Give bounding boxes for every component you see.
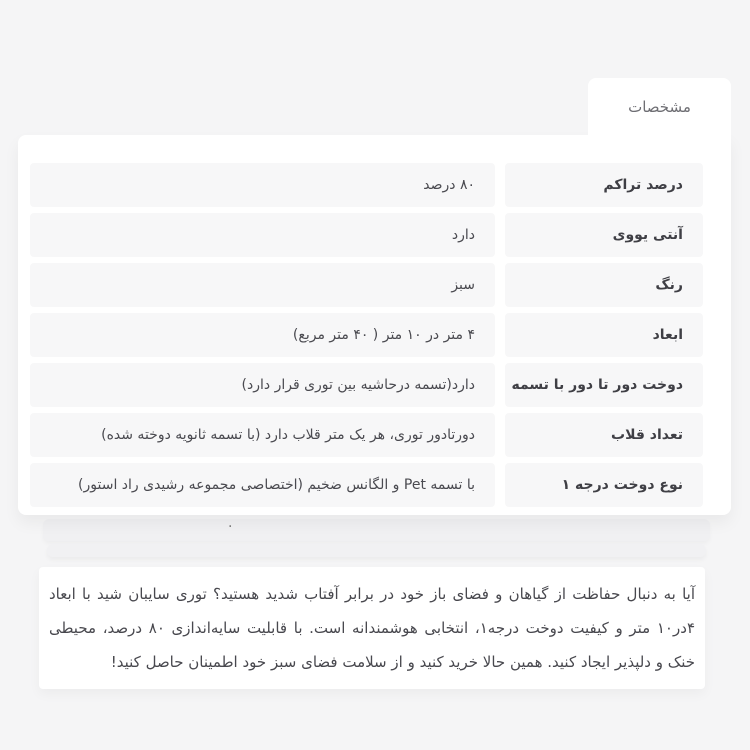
spec-row — [30, 463, 703, 507]
spec-value: دارد — [30, 213, 495, 257]
stacked-section-shadow-top — [43, 519, 710, 541]
tab-specifications-label: مشخصات — [628, 97, 691, 116]
spec-value: سبز — [30, 263, 495, 307]
spec-value: ۸۰ درصد — [30, 163, 495, 207]
spec-row — [30, 213, 703, 257]
tab-specifications[interactable] — [588, 78, 731, 135]
spec-row — [30, 413, 703, 457]
spec-value: ۴ متر در ۱۰ متر ( ۴۰ متر مربع) — [30, 313, 495, 357]
specifications-panel — [18, 135, 731, 515]
spec-value: با تسمه Pet و الگانس ضخیم (اختصاصی مجموعه رشیدی راد استور) — [30, 463, 495, 507]
collapsed-section-dot: . — [228, 515, 233, 531]
spec-value: دارد(تسمه درحاشیه بین توری قرار دارد) — [30, 363, 495, 407]
spec-value: دورتادور توری، هر یک متر قلاب دارد (با تسمه ثانویه دوخته شده) — [30, 413, 495, 457]
spec-label: درصد تراکم — [505, 163, 703, 207]
spec-row — [30, 163, 703, 207]
spec-label: آنتی یووی — [505, 213, 703, 257]
spec-label: دوخت دور تا دور با تسمه — [505, 363, 703, 407]
stacked-section-shadow-bottom — [47, 544, 706, 557]
spec-label: نوع دوخت درجه ۱ — [505, 463, 703, 507]
product-description-text: آیا به دنبال حفاظت از گیاهان و فضای باز خود در برابر آفتاب شدید هستید؟ توری سایبان شید با ابعاد ۴در۱۰ متر و کیفیت دوخت درجه۱، انتخابی هوشمندانه است. با قابلیت سایه‌اندازی ۸۰ درصد، محیطی خنک و دلپذیر ایجاد کنید. همین حالا خرید کنید و از سلامت فضای سبز خود اطمینان حاصل کنید! — [49, 585, 695, 671]
product-description-card — [39, 567, 705, 689]
spec-label: ابعاد — [505, 313, 703, 357]
spec-label: تعداد قلاب — [505, 413, 703, 457]
spec-row — [30, 313, 703, 357]
spec-row — [30, 363, 703, 407]
spec-row — [30, 263, 703, 307]
spec-label: رنگ — [505, 263, 703, 307]
